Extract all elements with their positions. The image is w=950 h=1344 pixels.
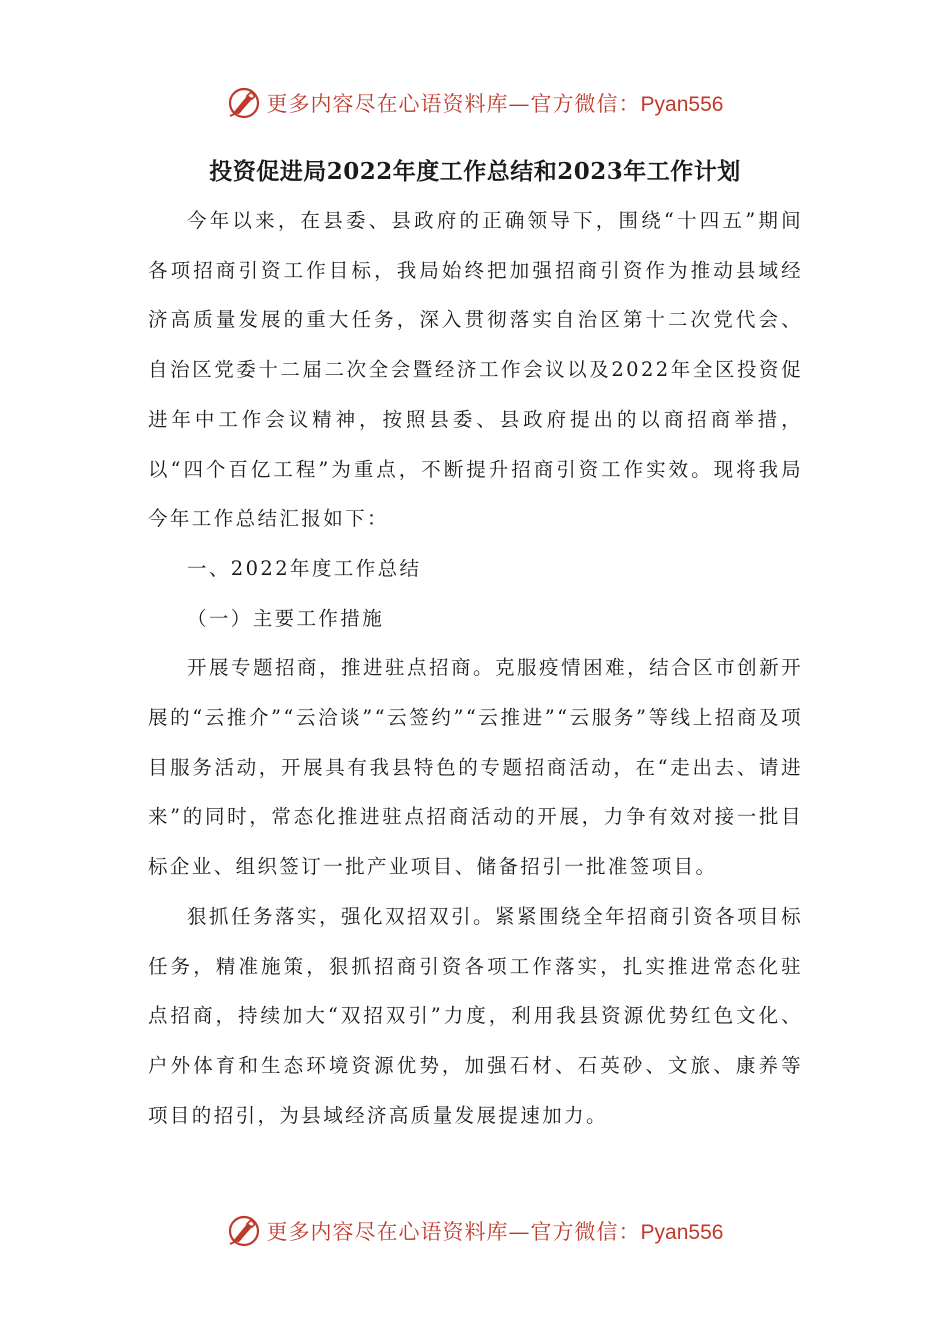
watermark-id: Pyan556: [640, 93, 724, 116]
document-title: 投资促进局2022年度工作总结和2023年工作计划: [209, 158, 741, 185]
watermark-text: 更多内容尽在心语资料库—官方微信：Pyan556: [266, 92, 724, 116]
watermark-header: [0, 83, 950, 123]
paragraph-intro: 今年以来，在县委、县政府的正确领导下，围绕“十四五”期间各项招商引资工作目标，我局始终把加强招商引资作为推动县域经济高质量发展的重大任务，深入贯彻落实自治区第十二次党代会、自治区党委十二届二次全会暨经济工作会议以及2022年全区投资促进年中工作会议精神，按照县委、县政府提出的以商招商举措，以“四个百亿工程”为重点，不断提升招商引资工作实效。现将我局今年工作总结汇报如下：: [148, 209, 803, 531]
pen-nib-logo-icon: [227, 1214, 261, 1248]
watermark-text: 更多内容尽在心语资料库—官方微信：Pyan556: [266, 1220, 724, 1244]
subsection-heading-measures: （一）主要工作措施: [187, 606, 385, 630]
watermark-footer: [0, 1211, 950, 1251]
section-heading-summary: 一、2022年度工作总结: [187, 556, 422, 580]
paragraph-task-implementation: 狠抓任务落实，强化双招双引。紧紧围绕全年招商引资各项目标任务，精准施策，狠抓招商引资各项工作落实，扎实推进常态化驻点招商，持续加大“双招双引”力度，利用我县资源优势红色文化、户外体育和生态环境资源优势，加强石材、石英砂、文旅、康养等项目的招引，为县域经济高质量发展提速加力。: [148, 904, 803, 1127]
paragraph-special-investment: 开展专题招商，推进驻点招商。克服疫情困难，结合区市创新开展的“云推介”“云洽谈”“云签约”“云推进”“云服务”等线上招商及项目服务活动，开展具有我县特色的专题招商活动，在“走出去、请进来”的同时，常态化推进驻点招商活动的开展，力争有效对接一批目标企业、组织签订一批产业项目、储备招引一批准签项目。: [148, 656, 803, 879]
document-body: [148, 196, 803, 1140]
pen-nib-logo-icon: [227, 86, 261, 120]
watermark-id: Pyan556: [640, 1221, 724, 1244]
